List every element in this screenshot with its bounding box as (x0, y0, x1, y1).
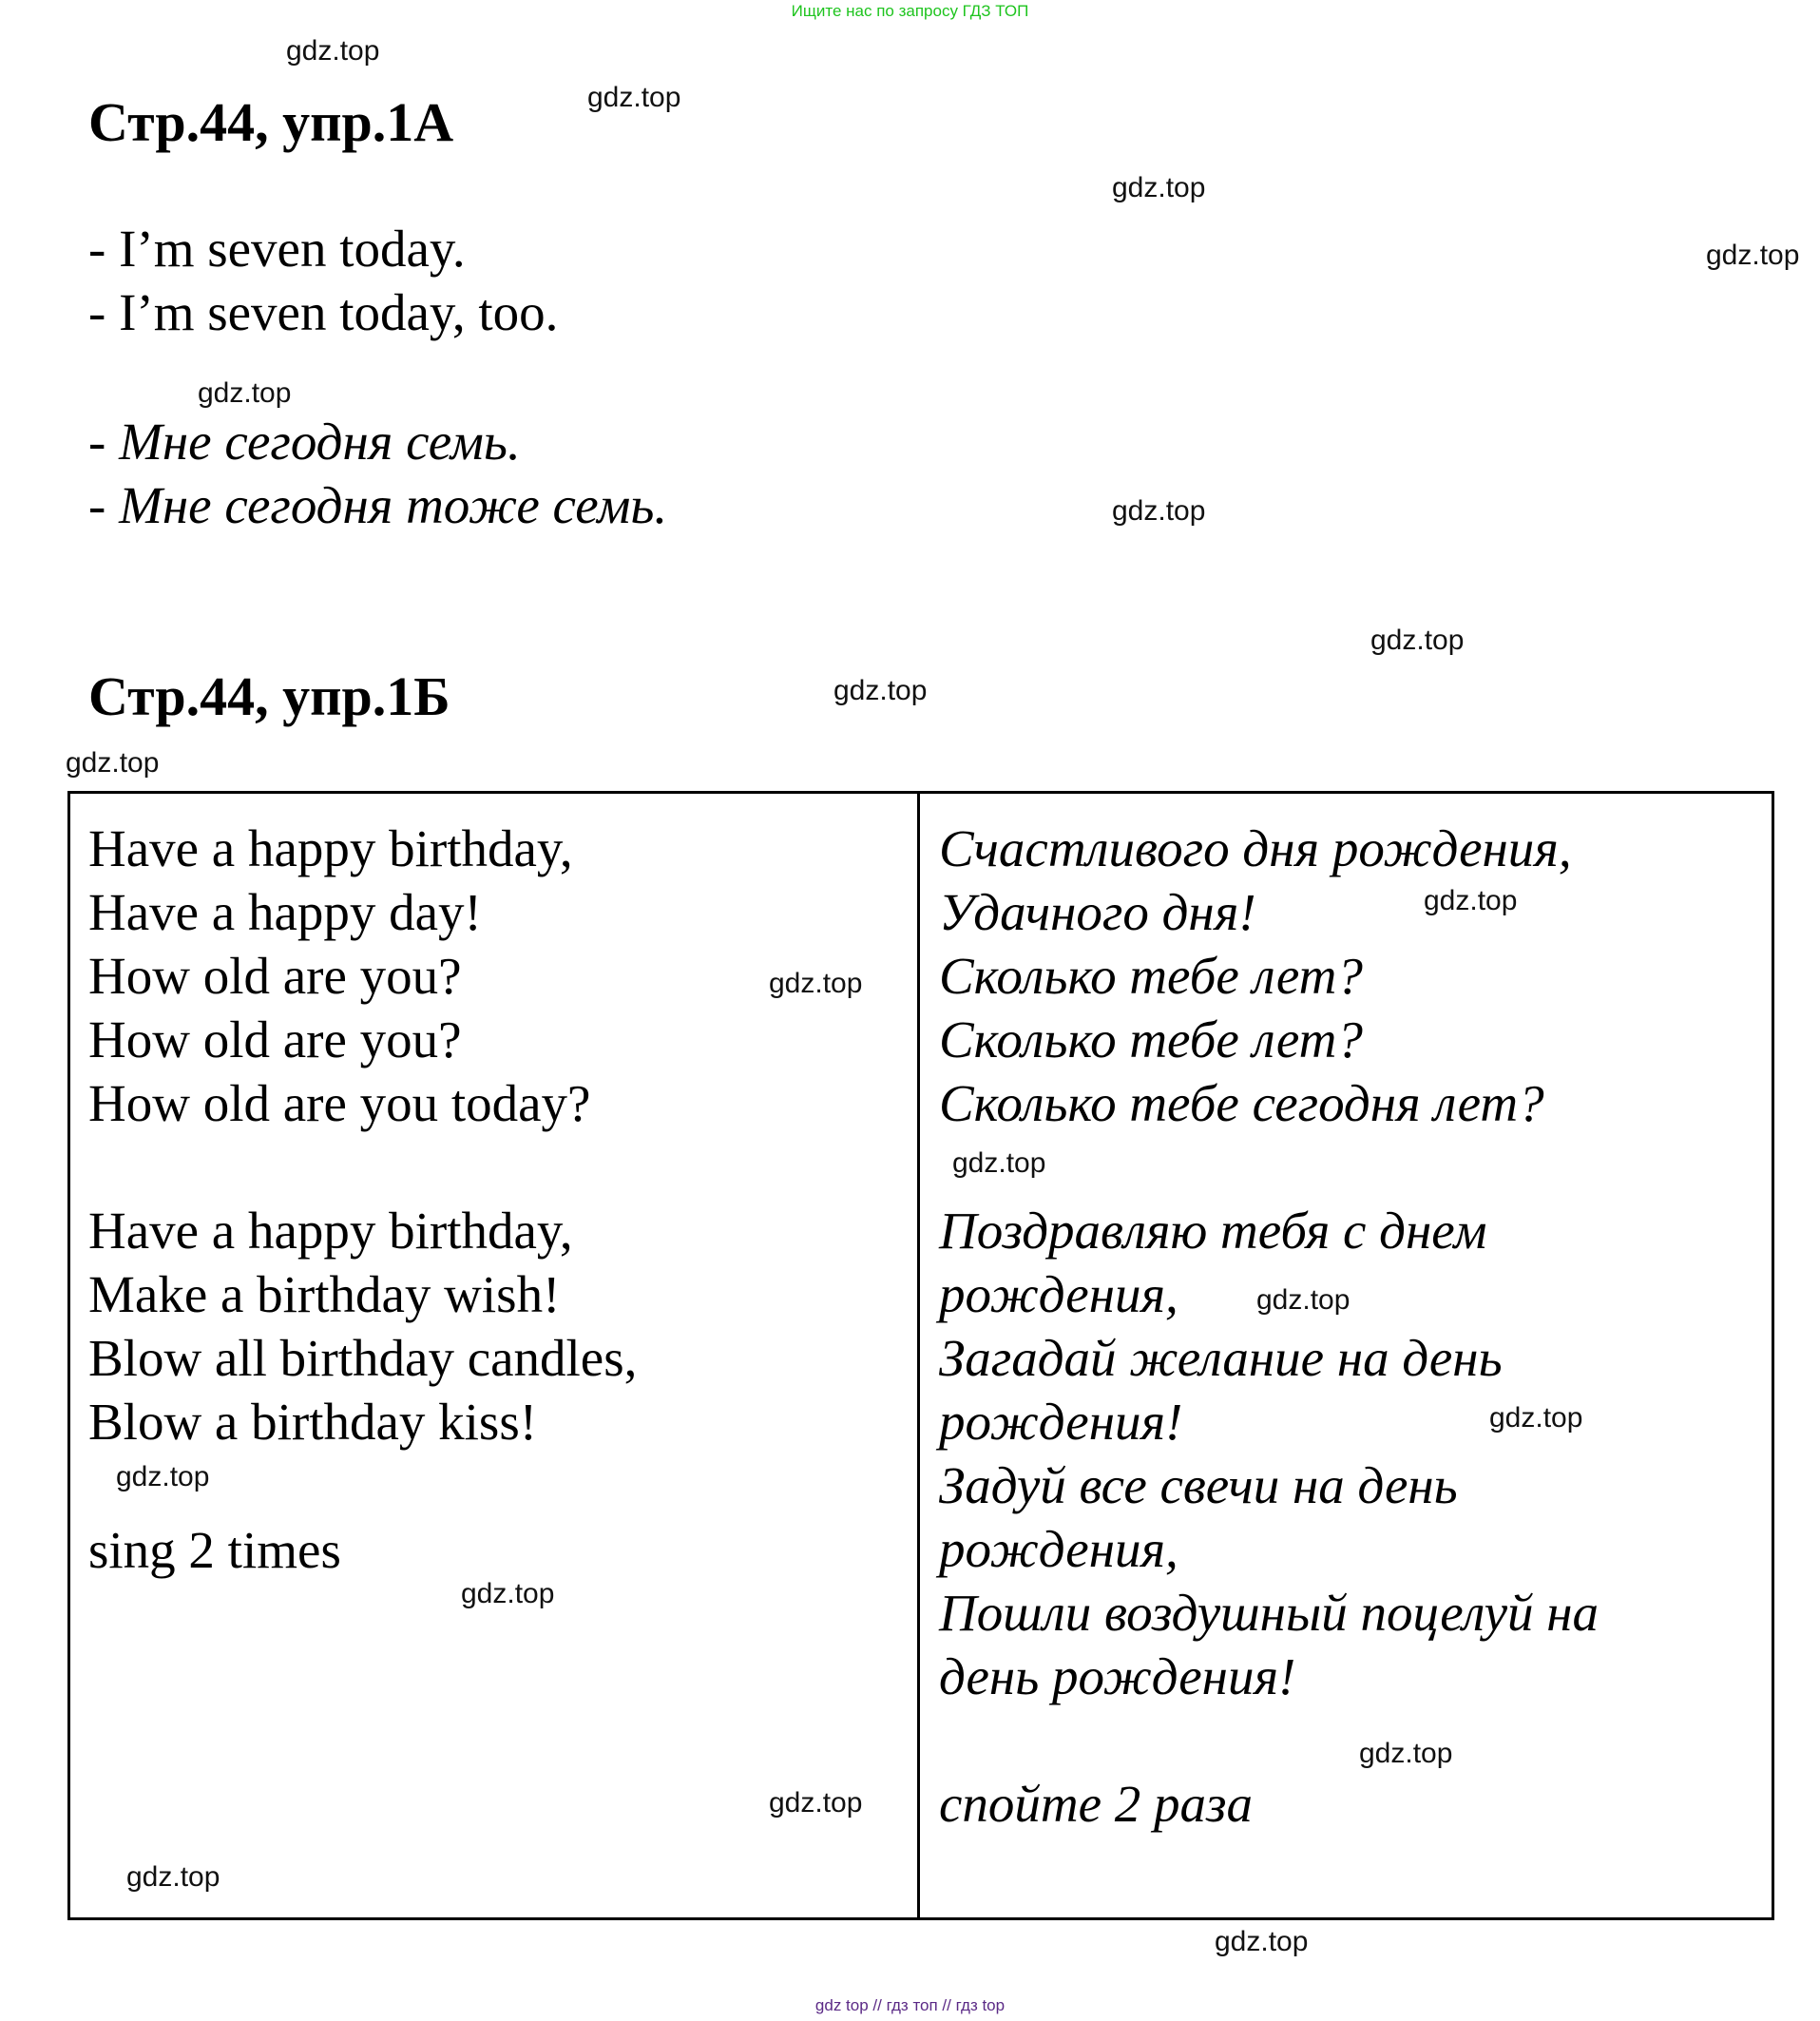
watermark: gdz.top (198, 377, 292, 409)
poem-line: рождения! (939, 1393, 1183, 1451)
watermark: gdz.top (1112, 172, 1206, 203)
poem-line: Blow all birthday candles, (88, 1329, 638, 1387)
section-a-heading: Стр.44, упр.1А (88, 91, 454, 153)
poem-line: Загадай желание на день (939, 1329, 1503, 1387)
watermark: gdz.top (461, 1578, 555, 1609)
section-a-russian (88, 410, 667, 537)
watermark: gdz.top (1706, 240, 1800, 271)
poem-line: Have a happy birthday, (88, 1202, 573, 1260)
poem-line: Поздравляю тебя с днем (939, 1202, 1487, 1260)
russian-verse-1 (939, 817, 1572, 1135)
poem-line: How old are you? (88, 947, 462, 1005)
section-a-english (88, 217, 558, 344)
english-note: sing 2 times (88, 1521, 341, 1579)
poem-line: Have a happy day! (88, 883, 482, 941)
poem-line: рождения, (939, 1520, 1178, 1578)
poem-line: Удачного дня! (939, 883, 1256, 941)
poem-line: How old are you today? (88, 1074, 591, 1132)
watermark: gdz.top (66, 747, 160, 779)
poem-line: Задуй все свечи на день (939, 1456, 1458, 1514)
top-banner: Ищите нас по запросу ГДЗ ТОП (791, 2, 1029, 20)
watermark: gdz.top (833, 675, 928, 706)
watermark: gdz.top (769, 968, 863, 999)
watermark: gdz.top (1112, 495, 1206, 527)
watermark: gdz.top (952, 1147, 1046, 1179)
english-verse-2 (88, 1199, 637, 1453)
watermark: gdz.top (1489, 1402, 1583, 1434)
english-line: - I’m seven today. (88, 220, 466, 278)
watermark: gdz.top (116, 1461, 210, 1492)
watermark: gdz.top (126, 1861, 220, 1893)
poem-line: Have a happy birthday, (88, 819, 573, 877)
watermark: gdz.top (1215, 1926, 1309, 1957)
table-divider (917, 791, 920, 1920)
russian-note: спойте 2 раза (939, 1775, 1253, 1833)
russian-verse-2 (939, 1199, 1599, 1708)
watermark: gdz.top (1424, 885, 1518, 916)
poem-line: Сколько тебе лет? (939, 1010, 1363, 1068)
poem-line: рождения, (939, 1265, 1178, 1323)
russian-line: - Мне сегодня семь. (88, 413, 521, 471)
poem-line: Сколько тебе сегодня лет? (939, 1074, 1544, 1132)
english-verse-1 (88, 817, 590, 1135)
poem-line: Пошли воздушный поцелуй на (939, 1584, 1600, 1642)
watermark: gdz.top (286, 35, 380, 67)
watermark: gdz.top (1370, 625, 1465, 656)
poem-line: How old are you? (88, 1010, 462, 1068)
section-b-heading: Стр.44, упр.1Б (88, 665, 450, 727)
watermark: gdz.top (1359, 1738, 1453, 1769)
russian-line: - Мне сегодня тоже семь. (88, 476, 668, 534)
poem-line: Сколько тебе лет? (939, 947, 1363, 1005)
poem-line: Blow a birthday kiss! (88, 1393, 538, 1451)
poem-line: Счастливого дня рождения, (939, 819, 1572, 877)
english-line: - I’m seven today, too. (88, 283, 559, 341)
watermark: gdz.top (1256, 1284, 1351, 1316)
poem-line: день рождения! (939, 1647, 1296, 1705)
watermark: gdz.top (587, 82, 681, 113)
poem-line: Make a birthday wish! (88, 1265, 561, 1323)
footer-links: gdz top // гдз топ // гдз top (814, 1996, 1006, 2014)
watermark: gdz.top (769, 1787, 863, 1819)
